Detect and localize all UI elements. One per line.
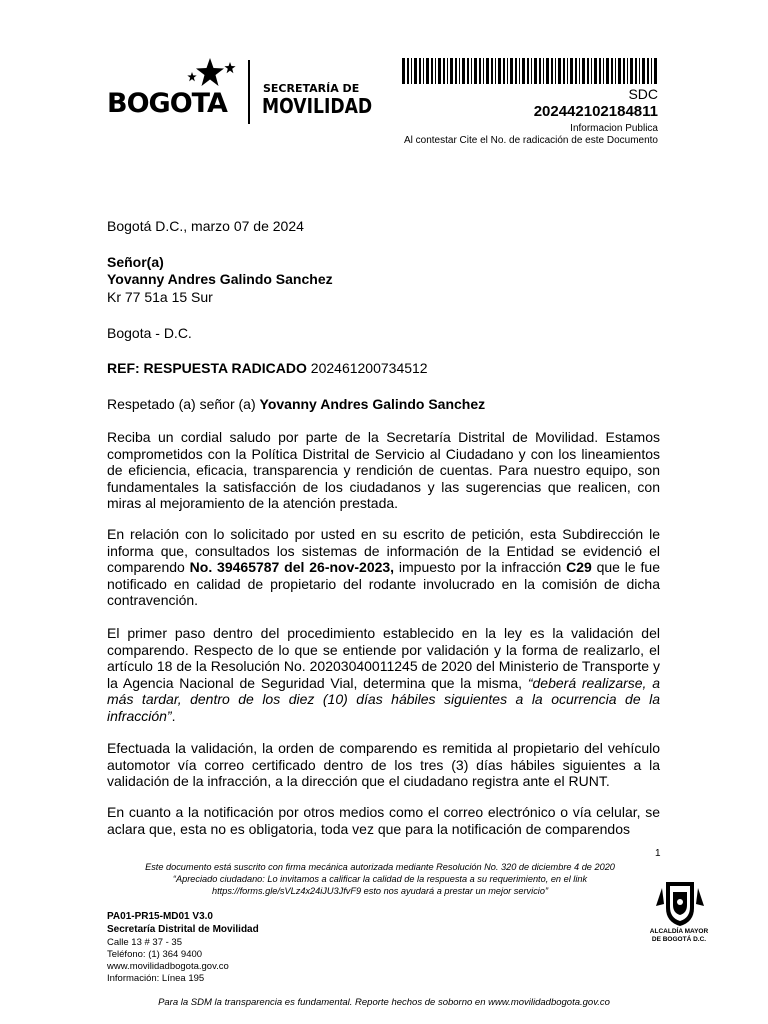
- cite-note: Al contestar Cite el No. de radicación de este Documento: [403, 135, 658, 146]
- recipient-name: Yovanny Andres Galindo Sanchez: [107, 271, 333, 287]
- barcode-bar: [491, 58, 493, 84]
- barcode-bar: [459, 58, 460, 84]
- barcode-bar: [618, 58, 621, 84]
- form-code: PA01-PR15-MD01 V3.0: [107, 911, 213, 922]
- footer-note-3: https://forms.gle/sVLz4x24iJU3JfvF9 esto nos ayudará a prestar un mejor servicio”: [212, 886, 548, 896]
- barcode-bar: [603, 58, 604, 84]
- barcode-bar: [426, 58, 429, 84]
- barcode-bar: [551, 58, 553, 84]
- entity-info-line: Información: Línea 195: [107, 973, 205, 984]
- barcode-bar: [623, 58, 625, 84]
- barcode-bar: [411, 58, 412, 84]
- barcode-bar: [563, 58, 565, 84]
- p2-text: En relación con lo solicitado por usted en su escrito de petición, esta Subdirección le informa que, consultados los sistemas de información de la Entidad se evidenció el comparendo: [107, 526, 660, 575]
- barcode-bar: [611, 58, 613, 84]
- salutation-title: Señor(a): [107, 254, 164, 270]
- barcode-bar: [567, 58, 568, 84]
- recipient-city: Bogota - D.C.: [107, 325, 192, 341]
- transparency-note: Para la SDM la transparencia es fundamental. Reporte hechos de soborno en www.movilidadbogota.gov.co: [158, 997, 610, 1008]
- barcode-bar: [438, 58, 441, 84]
- logo-wordmark: BOGOTA: [107, 88, 227, 119]
- radicado-number: 202442102184811: [533, 103, 658, 120]
- barcode-bar: [455, 58, 457, 84]
- greeting: [107, 396, 485, 413]
- info-publica: Informacion Publica: [570, 123, 658, 134]
- barcode-bar: [474, 58, 477, 84]
- p3-quote: “deberá realizarse, a más tardar, dentro de los diez (10) días hábiles siguientes a la ocurrencia de la infracción”: [107, 674, 660, 724]
- barcode-bar: [555, 58, 556, 84]
- paragraph-5: En cuanto a la notificación por otros medios como el correo electrónico o vía celular, se aclara que, esta no es obligatoria, toda vez que para la notificación de comparendos: [107, 804, 660, 837]
- barcode-bar: [599, 58, 601, 84]
- alcaldia-line-2: DE BOGOTÁ D.C.: [651, 936, 707, 943]
- barcode-bar: [498, 58, 501, 84]
- entity-address: Calle 13 # 37 - 35: [107, 937, 182, 948]
- barcode-bar: [483, 58, 484, 84]
- barcode-bar: [635, 58, 637, 84]
- barcode-bar: [527, 58, 529, 84]
- barcode-bar: [654, 58, 657, 84]
- barcode-bar: [419, 58, 421, 84]
- barcode-bar: [534, 58, 537, 84]
- barcode-bar: [606, 58, 609, 84]
- ref-label: REF: RESPUESTA RADICADO: [107, 360, 307, 376]
- barcode-bar: [546, 58, 549, 84]
- sdc-label: SDC: [628, 86, 658, 102]
- barcode-bar: [570, 58, 573, 84]
- barcode-bar: [591, 58, 592, 84]
- barcode-bar: [402, 58, 405, 84]
- small-star-icon: [224, 62, 236, 74]
- star-icon: [195, 58, 225, 88]
- barcode-bar: [522, 58, 525, 84]
- barcode-bar: [495, 58, 496, 84]
- alcaldia-line-1: ALCALDÍA MAYOR: [649, 928, 709, 935]
- ref-number: 202461200734512: [310, 360, 428, 376]
- entity-phone: Teléfono: (1) 364 9400: [107, 949, 203, 960]
- barcode-bar: [414, 58, 417, 84]
- barcode-bar: [531, 58, 532, 84]
- barcode-bar: [507, 58, 508, 84]
- barcode-bar: [515, 58, 517, 84]
- paragraph-1: Reciba un cordial saludo por parte de la Secretaría Distrital de Movilidad. Estamos comprometidos con la Política Distrital de Servicio al Ciudadano y con los lineamientos de eficiencia, eficacia, transparencia y rendición de cuentas. Para nuestro equipo, son fundamentales la satisfacción de los ciudadanos y las sugerencias que realicen, con miras al mejoramiento de la atención prestada.: [107, 429, 660, 511]
- small-star-icon: [187, 72, 197, 82]
- barcode-bar: [543, 58, 544, 84]
- barcode-bar: [558, 58, 561, 84]
- barcode-bar: [575, 58, 577, 84]
- barcode-bar: [594, 58, 597, 84]
- barcode-bar: [627, 58, 628, 84]
- entity-name: Secretaría Distrital de Movilidad: [107, 924, 259, 935]
- barcode-bar: [539, 58, 541, 84]
- barcode-bar: [447, 58, 448, 84]
- p2-text: impuesto por la infracción: [394, 559, 567, 575]
- alcaldia-label: [643, 928, 715, 944]
- recipient-address: Kr 77 51a 15 Sur: [107, 289, 213, 305]
- reference-line: [107, 360, 428, 377]
- barcode-bar: [630, 58, 633, 84]
- barcode-bar: [639, 58, 640, 84]
- barcode-bar: [615, 58, 616, 84]
- p3-text: El primer paso dentro del procedimiento establecido en la ley es la validación del comparendo. Respecto de lo que se entiende por validación y la forma de realizarlo, el artículo 18 de la Resolución No. 20203040011245 de 2020 del Ministerio de Transporte y la Agencia Nacional de Seguridad Vial, determina que la misma,: [107, 625, 660, 691]
- paragraph-4: Efectuada la validación, la orden de comparendo es remitida al propietario del vehículo automotor vía correo certificado dentro de los tres (3) días hábiles siguientes a la validación de la infracción, a la dirección que el ciudadano registra ante el RUNT.: [107, 740, 660, 789]
- barcode-bar: [471, 58, 472, 84]
- barcode-bar: [651, 58, 652, 84]
- p2-text: que le fue notificado en calidad de propietario del rodante involucrado en la comisión de dicha contravención.: [107, 559, 660, 608]
- barcode-bar: [407, 58, 409, 84]
- logo-divider: [248, 60, 250, 124]
- barcode-bar: [510, 58, 513, 84]
- barcode-bar: [642, 58, 645, 84]
- infraccion-code: C29: [566, 559, 592, 575]
- barcode-bar: [479, 58, 481, 84]
- barcode-bar: [519, 58, 520, 84]
- barcode-bar: [435, 58, 436, 84]
- paragraph-3: [107, 625, 660, 724]
- barcode-bar: [450, 58, 453, 84]
- entity-web: www.movilidadbogota.gov.co: [107, 961, 229, 972]
- barcode-bar: [443, 58, 445, 84]
- page-number: 1: [655, 848, 661, 859]
- paragraph-2: [107, 526, 660, 609]
- barcode-bar: [579, 58, 580, 84]
- barcode-bar: [503, 58, 505, 84]
- logo-secretaria: SECRETARÍA DE: [263, 82, 360, 95]
- logo-movilidad: MOVILIDAD: [262, 94, 373, 118]
- barcode-bar: [423, 58, 424, 84]
- barcode-bar: [486, 58, 489, 84]
- barcode-icon: [402, 58, 657, 84]
- barcode-bar: [431, 58, 433, 84]
- p3-text: .: [171, 707, 176, 724]
- greeting-name: Yovanny Andres Galindo Sanchez: [259, 396, 486, 412]
- footer-note-2: “Apreciado ciudadano: Lo invitamos a calificar la calidad de la respuesta a su requerimiento, en el link: [172, 874, 588, 884]
- barcode-bar: [647, 58, 649, 84]
- barcode-bar: [587, 58, 589, 84]
- barcode-bar: [462, 58, 465, 84]
- footer-note-1: Este documento está suscrito con firma mecánica autorizada mediante Resolución No. 320 de diciembre 4 de 2020: [145, 862, 615, 872]
- greeting-prefix: Respetado (a) señor (a): [107, 396, 256, 412]
- barcode-bar: [582, 58, 585, 84]
- bogota-logo: [107, 58, 377, 128]
- comparendo-number: No. 39465787 del 26-nov-2023,: [189, 559, 395, 575]
- letter-date: Bogotá D.C., marzo 07 de 2024: [107, 218, 304, 234]
- barcode-bar: [467, 58, 469, 84]
